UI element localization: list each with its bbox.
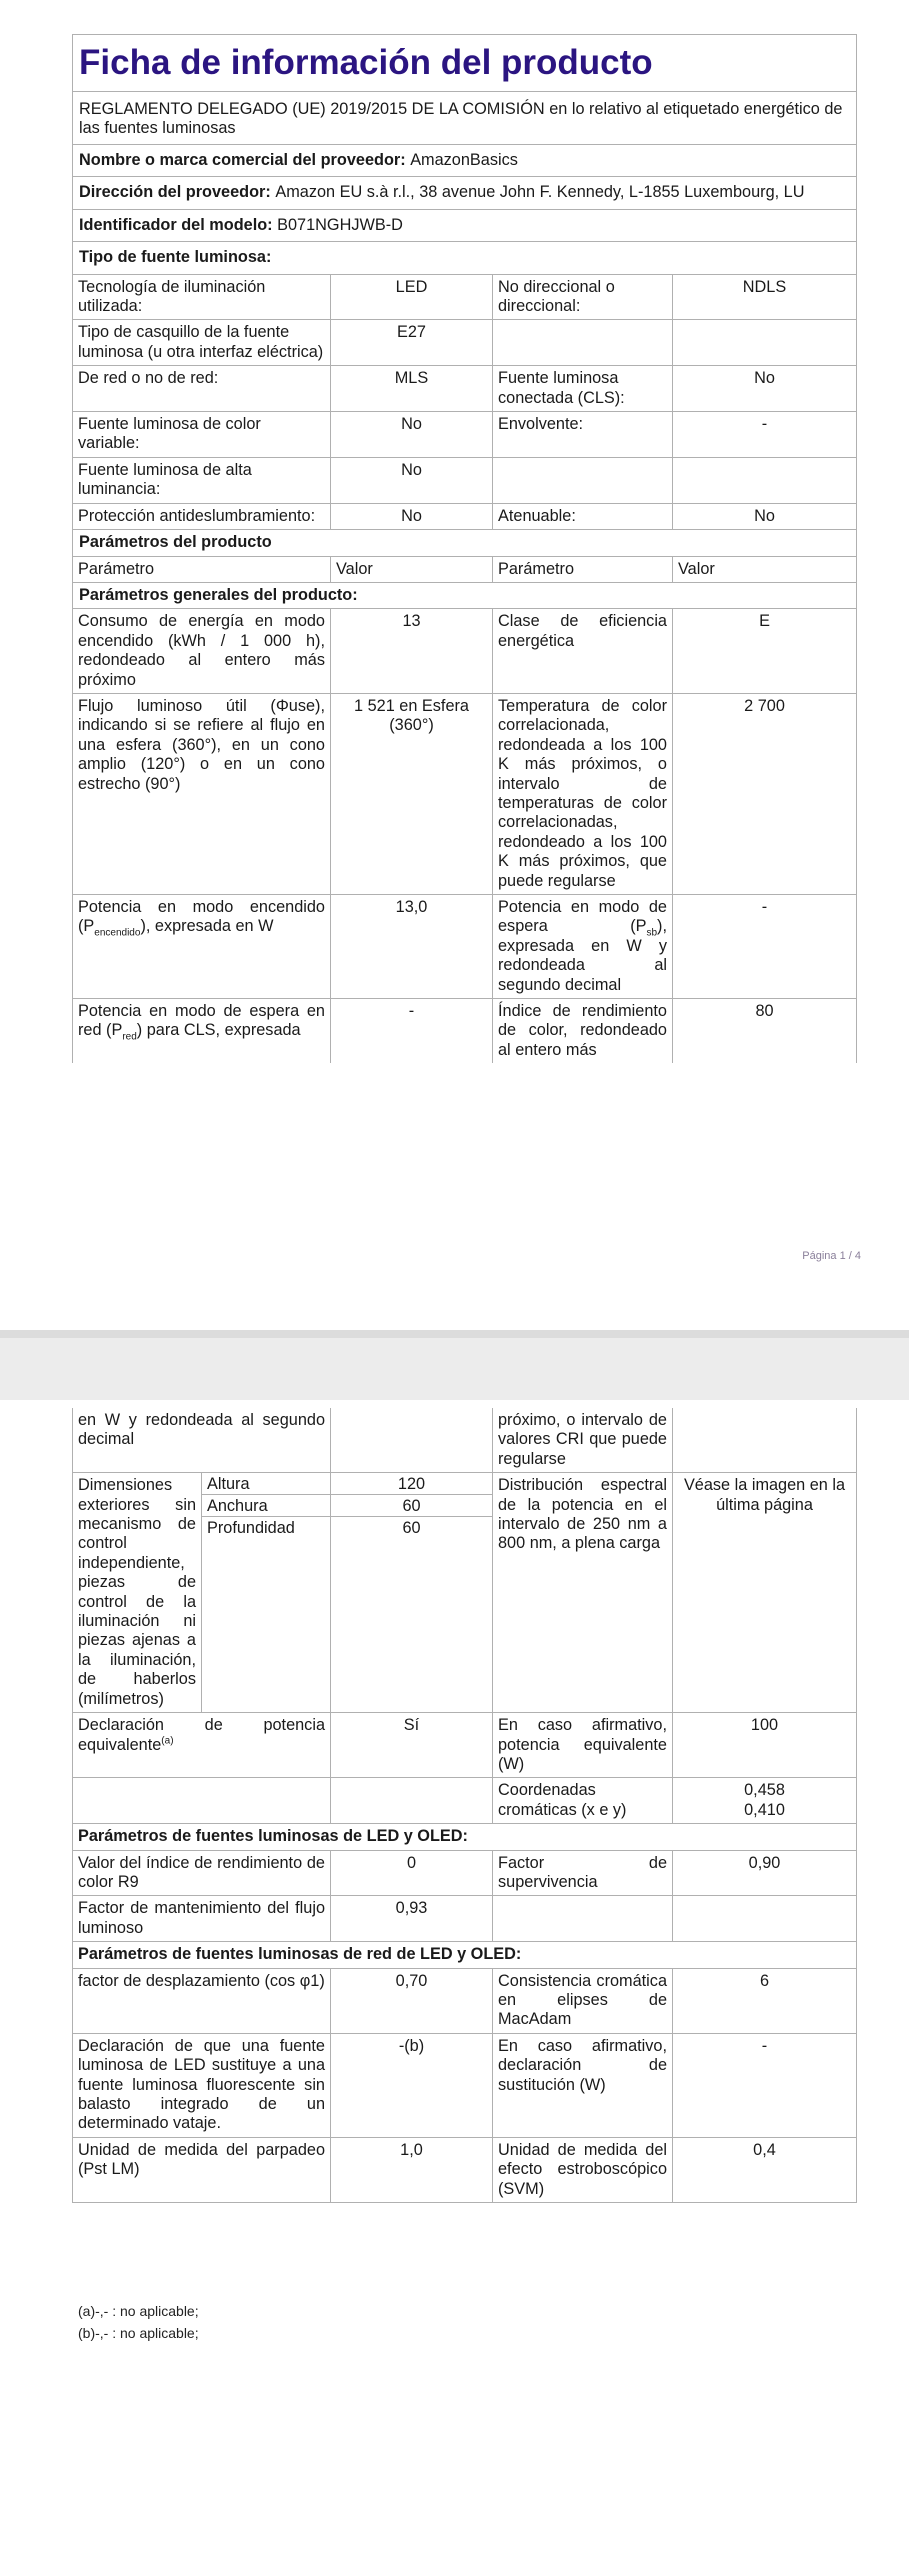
footnote-b: (b)-,- : no aplicable; bbox=[78, 2325, 199, 2341]
value-cell bbox=[673, 1778, 856, 1823]
param-cell: Fuente luminosa de color variable: bbox=[73, 412, 331, 457]
footnote-a: (a)-,- : no aplicable; bbox=[78, 2303, 199, 2319]
dimensions-group bbox=[73, 1473, 331, 1712]
param-cell: Flujo luminoso útil (Φuse), indicando si se refiere al flujo en una esfera (360°), en un cono amplio (120°) o en un cono estrecho (90°) bbox=[73, 694, 331, 894]
dimension-depth-value-row bbox=[331, 1517, 492, 1539]
chromaticity-x: 0,458 bbox=[744, 1781, 785, 1800]
table-row bbox=[73, 504, 856, 530]
model-label: Identificador del modelo: bbox=[79, 215, 273, 234]
value-cell: No bbox=[331, 504, 493, 529]
param-cell: Atenuable: bbox=[493, 504, 673, 529]
dimension-depth-row bbox=[202, 1517, 330, 1539]
dimension-height-row bbox=[202, 1473, 330, 1495]
table-row bbox=[73, 1896, 856, 1942]
model-row bbox=[73, 210, 856, 242]
param-cell: No direccional o direccional: bbox=[493, 275, 673, 320]
dimension-width-value: 60 bbox=[402, 1497, 421, 1516]
value-cell: 13 bbox=[331, 609, 493, 693]
dimension-width-label: Anchura bbox=[207, 1497, 268, 1516]
param-cell: En caso afirmativo, declaración de sustitución (W) bbox=[493, 2034, 673, 2137]
column-header-value: Valor bbox=[678, 559, 715, 578]
column-header-param: Parámetro bbox=[73, 557, 331, 582]
param-cell: Consumo de energía en modo encendido (kWh / 1 000 h), redondeado al entero más próximo bbox=[73, 609, 331, 693]
param-cell: Consistencia cromática en elipses de MacAdam bbox=[493, 1969, 673, 2033]
info-sheet-page-2 bbox=[72, 1408, 857, 2203]
table-row bbox=[73, 412, 856, 458]
dimensions-row bbox=[73, 1473, 856, 1713]
param-cell: Tecnología de iluminación utilizada: bbox=[73, 275, 331, 320]
dimension-depth-value: 60 bbox=[402, 1519, 421, 1538]
param-cell bbox=[493, 320, 673, 365]
footnote-ref: (a) bbox=[161, 1735, 174, 1747]
value-cell: - bbox=[331, 999, 493, 1063]
table-row bbox=[73, 320, 856, 366]
param-cell: Temperatura de color correlacionada, redondeada a los 100 K más próximos, o intervalo de temperaturas de color correlacionadas, redondeado a los 100 K más próximos, que puede regularse bbox=[493, 694, 673, 894]
value-cell bbox=[331, 1778, 493, 1823]
param-cell: Fuente luminosa de alta luminancia: bbox=[73, 458, 331, 503]
table-row bbox=[73, 458, 856, 504]
value-cell: 13,0 bbox=[331, 895, 493, 998]
column-header-value: Valor bbox=[331, 557, 493, 582]
table-row bbox=[73, 895, 856, 999]
spd-value: Véase la imagen en la última página bbox=[683, 1476, 846, 1514]
param-cell bbox=[73, 1778, 331, 1823]
param-cell bbox=[73, 895, 331, 998]
table-row bbox=[73, 366, 856, 412]
param-cell: Factor de mantenimiento del flujo luminoso bbox=[73, 1896, 331, 1941]
param-text: Potencia en modo de espera en red (P bbox=[78, 1002, 325, 1040]
param-text: ), expresada en W bbox=[140, 917, 274, 936]
led-params-title: Parámetros de fuentes luminosas de LED y OLED: bbox=[73, 1824, 856, 1850]
param-cell: Declaración de que una fuente luminosa de LED sustituye a una fuente luminosa fluorescente sin balasto integrado de un determinado vataje. bbox=[73, 2034, 331, 2137]
value-cell: E bbox=[759, 612, 770, 631]
supplier-address-label: Dirección del proveedor: bbox=[79, 183, 271, 202]
value-cell: - bbox=[761, 2036, 768, 2055]
table-row bbox=[73, 2034, 856, 2138]
value-cell: 0,70 bbox=[331, 1969, 493, 2033]
param-subscript: sb bbox=[646, 927, 658, 939]
value-cell: 2 700 bbox=[744, 696, 785, 715]
value-cell: No bbox=[331, 412, 493, 457]
page-title: Ficha de información del producto bbox=[73, 35, 856, 92]
value-cell: MLS bbox=[331, 366, 493, 411]
table-row bbox=[73, 1408, 856, 1473]
value-cell: 100 bbox=[750, 1716, 779, 1735]
supplier-name-row bbox=[73, 145, 856, 177]
table-header-row bbox=[73, 557, 856, 583]
param-cell bbox=[493, 895, 673, 998]
param-subscript: red bbox=[122, 1031, 137, 1043]
table-row bbox=[73, 1778, 856, 1824]
dimension-values bbox=[331, 1473, 493, 1712]
regulation-text: REGLAMENTO DELEGADO (UE) 2019/2015 DE LA COMISIÓN en lo relativo al etiquetado energético de las fuentes luminosas bbox=[73, 92, 856, 145]
param-subscript: encendido bbox=[94, 927, 141, 939]
param-cell: Clase de eficiencia energética bbox=[493, 609, 673, 693]
mains-led-params-title: Parámetros de fuentes luminosas de red de LED y OLED: bbox=[73, 1942, 856, 1968]
param-cell bbox=[73, 999, 331, 1063]
value-cell bbox=[673, 320, 856, 365]
dimension-width-row bbox=[202, 1495, 330, 1517]
param-cell: Unidad de medida del efecto estroboscópico (SVM) bbox=[493, 2138, 673, 2202]
value-cell bbox=[673, 1896, 856, 1941]
value-cell: 80 bbox=[755, 1002, 774, 1021]
param-cell: Unidad de medida del parpadeo (Pst LM) bbox=[73, 2138, 331, 2202]
spd-label: Distribución espectral de la potencia en el intervalo de 250 nm a 800 nm, a plena carga bbox=[493, 1473, 673, 1712]
table-row bbox=[73, 2138, 856, 2203]
page-separator bbox=[0, 1330, 909, 1400]
supplier-address-row bbox=[73, 177, 856, 209]
value-cell: 6 bbox=[759, 1971, 770, 1990]
param-text: Potencia en modo de espera (P bbox=[498, 898, 667, 936]
param-cell: Valor del índice de rendimiento de color R9 bbox=[73, 1851, 331, 1896]
product-params-title: Parámetros del producto bbox=[73, 530, 856, 556]
param-cell: Fuente luminosa conectada (CLS): bbox=[493, 366, 673, 411]
param-cell bbox=[73, 1713, 331, 1777]
dimension-height-value: 120 bbox=[397, 1475, 426, 1494]
source-type-label: Tipo de fuente luminosa: bbox=[73, 242, 856, 274]
value-cell bbox=[673, 1408, 856, 1472]
value-cell: Sí bbox=[331, 1713, 493, 1777]
param-text: ) para CLS, expresada bbox=[136, 1021, 301, 1040]
dimension-height-value-row bbox=[331, 1473, 492, 1495]
param-text: Declaración de potencia equivalente bbox=[78, 1716, 325, 1754]
param-cell: Envolvente: bbox=[493, 412, 673, 457]
dimension-width-value-row bbox=[331, 1495, 492, 1517]
value-cell: 0,4 bbox=[753, 2140, 776, 2159]
value-cell: 1 521 en Esfera (360°) bbox=[331, 694, 493, 894]
model-value: B071NGHJWB-D bbox=[277, 215, 403, 234]
value-cell: NDLS bbox=[742, 277, 787, 296]
footnotes bbox=[78, 2300, 199, 2344]
table-row bbox=[73, 275, 856, 321]
value-cell: - bbox=[761, 415, 768, 434]
value-cell: No bbox=[331, 458, 493, 503]
column-header-param: Parámetro bbox=[493, 557, 673, 582]
table-row bbox=[73, 694, 856, 895]
dimension-height-label: Altura bbox=[207, 1475, 250, 1494]
param-cell bbox=[493, 1896, 673, 1941]
value-cell: LED bbox=[331, 275, 493, 320]
param-cell: próximo, o intervalo de valores CRI que puede regularse bbox=[493, 1408, 673, 1472]
table-row bbox=[73, 1969, 856, 2034]
dimension-depth-label: Profundidad bbox=[207, 1519, 295, 1538]
table-row bbox=[73, 999, 856, 1063]
page-number: Página 1 / 4 bbox=[802, 1250, 861, 1262]
value-cell: E27 bbox=[331, 320, 493, 365]
info-sheet-page-1 bbox=[72, 34, 857, 1063]
value-cell: -(b) bbox=[331, 2034, 493, 2137]
value-cell bbox=[673, 458, 856, 503]
param-text: Potencia en modo encendido (P bbox=[78, 898, 325, 936]
table-row bbox=[73, 609, 856, 694]
param-cell: Índice de rendimiento de color, redondeado al entero más bbox=[493, 999, 673, 1063]
supplier-name-value: AmazonBasics bbox=[410, 151, 518, 169]
value-cell: No bbox=[754, 369, 775, 388]
param-cell: En caso afirmativo, potencia equivalente (W) bbox=[493, 1713, 673, 1777]
param-cell: Protección antideslumbramiento: bbox=[73, 504, 331, 529]
general-params-title: Parámetros generales del producto: bbox=[73, 583, 856, 609]
chromaticity-y: 0,410 bbox=[744, 1800, 785, 1819]
param-text: ), expresada en W y redondeada al segundo decimal bbox=[498, 917, 667, 994]
param-cell: en W y redondeada al segundo decimal bbox=[73, 1408, 331, 1472]
value-cell: 0 bbox=[331, 1851, 493, 1896]
param-cell: Factor de supervivencia bbox=[493, 1851, 673, 1896]
supplier-name-label: Nombre o marca comercial del proveedor: bbox=[79, 151, 406, 169]
value-cell: No bbox=[754, 506, 775, 525]
value-cell: 0,93 bbox=[331, 1896, 493, 1941]
param-cell: Coordenadas cromáticas (x e y) bbox=[493, 1778, 673, 1823]
dimensions-label: Dimensiones exteriores sin mecanismo de control independiente, piezas de control de la iluminación ni piezas ajenas a la iluminación, de haberlos (milímetros) bbox=[73, 1473, 202, 1712]
param-cell: Tipo de casquillo de la fuente luminosa (u otra interfaz eléctrica) bbox=[73, 320, 331, 365]
dimensions-subheaders bbox=[202, 1473, 330, 1712]
table-row bbox=[73, 1713, 856, 1778]
supplier-address-value: Amazon EU s.à r.l., 38 avenue John F. Kennedy, L-1855 Luxembourg, LU bbox=[275, 183, 805, 202]
table-row bbox=[73, 1851, 856, 1897]
param-cell: factor de desplazamiento (cos φ1) bbox=[73, 1969, 331, 2033]
value-cell: 1,0 bbox=[331, 2138, 493, 2202]
param-cell: De red o no de red: bbox=[73, 366, 331, 411]
param-cell bbox=[493, 458, 673, 503]
value-cell: - bbox=[761, 898, 768, 916]
value-cell bbox=[331, 1408, 493, 1472]
value-cell: 0,90 bbox=[748, 1853, 781, 1872]
